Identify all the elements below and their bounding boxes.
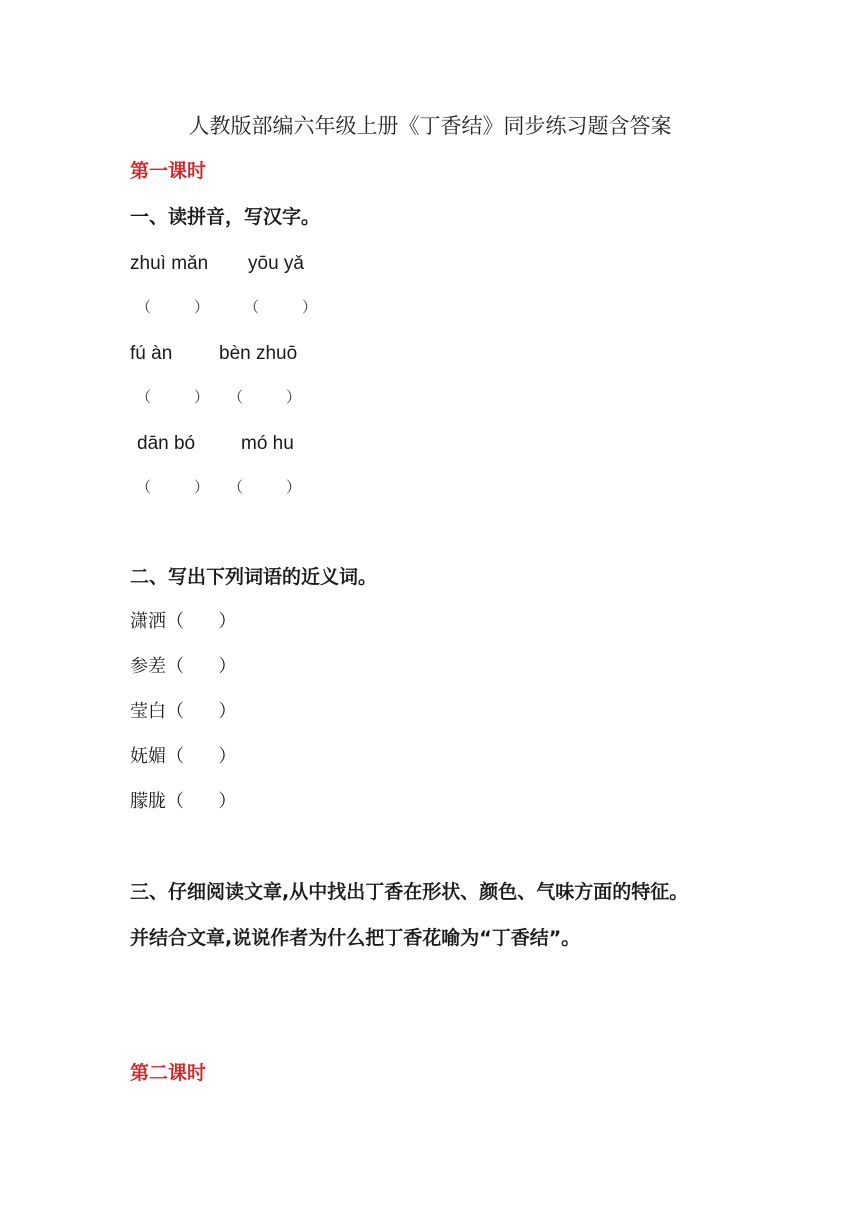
question-three-line-two: 并结合文章,说说作者为什么把丁香花喻为“丁香结”。 [130,927,581,949]
question-two-heading: 二、写出下列词语的近义词。 [130,566,378,588]
synonym-item: 莹白（ ） [130,701,237,722]
answer-bracket-open: （ [228,388,244,406]
answer-bracket-close: ） [194,478,210,496]
pinyin-item: fú àn [130,343,173,364]
lesson-one-heading: 第一课时 [130,160,207,182]
answer-bracket-close: ） [302,298,318,316]
pinyin-item: bèn zhuō [219,343,298,364]
answer-bracket-close: ） [194,298,210,316]
document-title: 人教版部编六年级上册《丁香结》同步练习题含答案 [188,114,672,138]
pinyin-item: dān bó [137,433,196,454]
answer-bracket-open: （ [136,478,152,496]
answer-bracket-open: （ [136,298,152,316]
synonym-item: 朦胧（ ） [130,791,237,812]
pinyin-item: mó hu [241,433,294,454]
synonym-item: 参差（ ） [130,656,237,677]
answer-bracket-open: （ [228,478,244,496]
answer-bracket-close: ） [286,478,302,496]
question-three-line-one: 三、仔细阅读文章,从中找出丁香在形状、颜色、气味方面的特征。 [130,881,689,903]
answer-bracket-close: ） [286,388,302,406]
answer-bracket-open: （ [244,298,260,316]
answer-bracket-open: （ [136,388,152,406]
question-one-heading: 一、读拼音，写汉字。 [130,206,321,228]
pinyin-item: zhuì mǎn [130,253,209,274]
synonym-item: 妩媚（ ） [130,746,237,767]
answer-bracket-close: ） [194,388,210,406]
pinyin-item: yōu yǎ [248,253,304,274]
synonym-item: 潇洒（ ） [130,611,237,632]
lesson-two-heading: 第二课时 [130,1062,207,1084]
